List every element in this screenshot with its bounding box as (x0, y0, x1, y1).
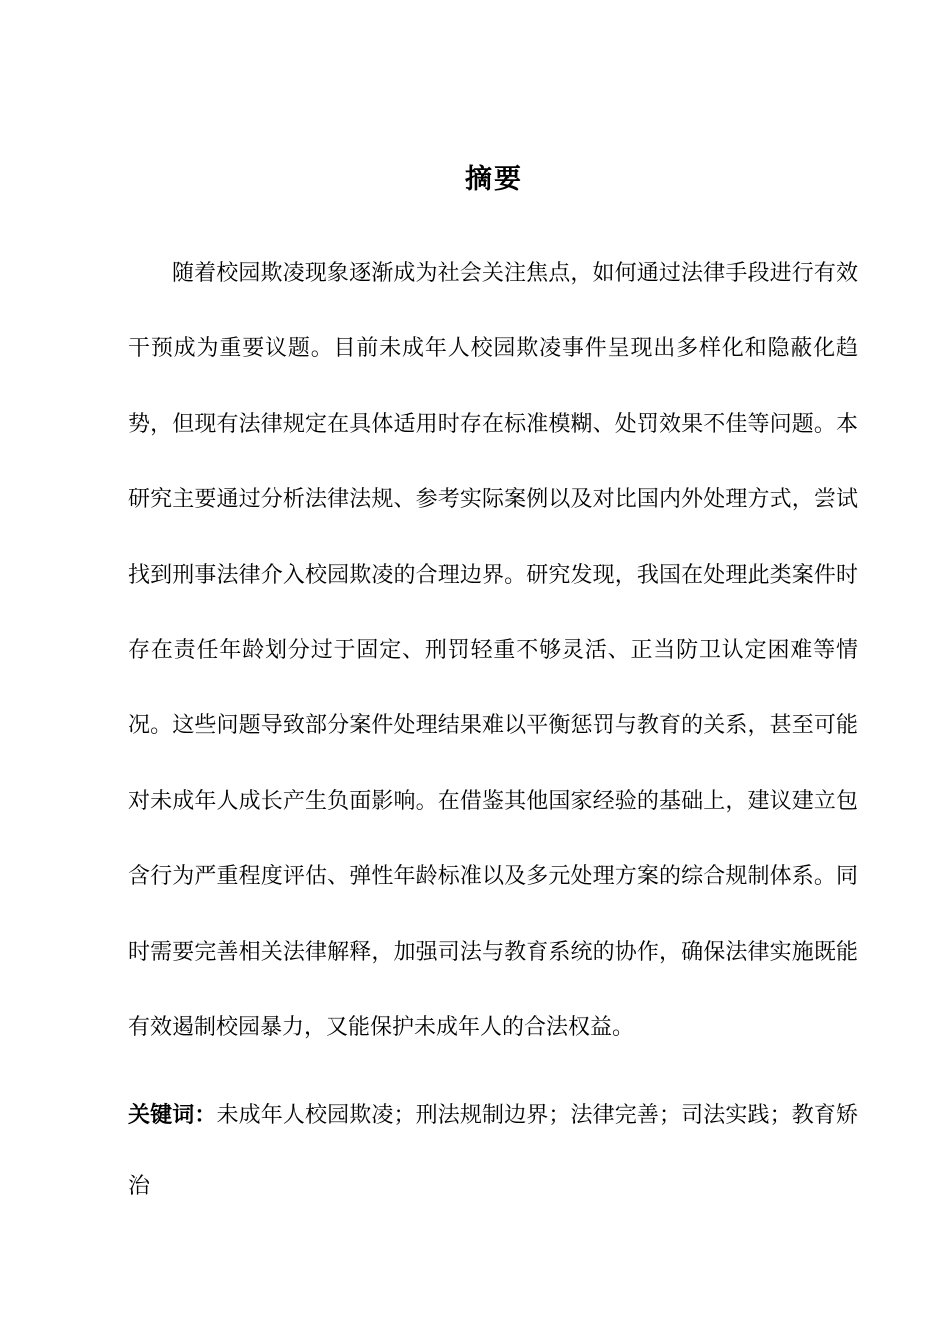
keywords-line (128, 1080, 858, 1222)
abstract-body: 随着校园欺凌现象逐渐成为社会关注焦点，如何通过法律手段进行有效干预成为重要议题。目前未成年人校园欺凌事件呈现出多样化和隐蔽化趋势，但现有法律规定在具体适用时存在标准模糊、处罚效果不佳等问题。本研究主要通过分析法律法规、参考实际案例以及对比国内外处理方式，尝试找到刑事法律介入校园欺凌的合理边界。研究发现，我国在处理此类案件时存在责任年龄划分过于固定、刑罚轻重不够灵活、正当防卫认定困难等情况。这些问题导致部分案件处理结果难以平衡惩罚与教育的关系，甚至可能对未成年人成长产生负面影响。在借鉴其他国家经验的基础上，建议建立包含行为严重程度评估、弹性年龄标准以及多元处理方案的综合规制体系。同时需要完善相关法律解释，加强司法与教育系统的协作，确保法律实施既能有效遏制校园暴力，又能保护未成年人的合法权益。 (128, 261, 858, 1041)
keywords-label: 关键词： (128, 1103, 217, 1128)
keywords-text: 未成年人校园欺凌；刑法规制边界；法律完善；司法实践；教育矫治 (128, 1103, 858, 1199)
abstract-title: 摘要 (465, 164, 523, 195)
